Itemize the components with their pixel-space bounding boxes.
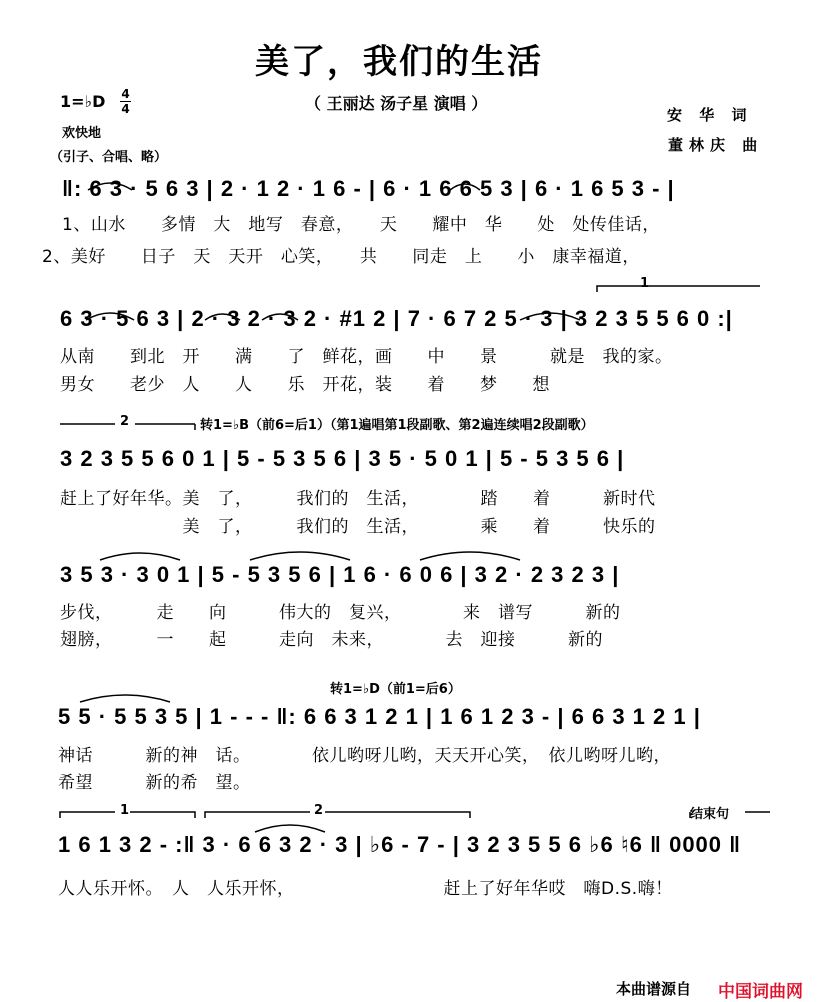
volta-1-label-end: 1 (120, 803, 130, 818)
time-sig-bottom: 4 (121, 102, 130, 116)
modulation-note-1: 转1=♭B（前6=后1）（第1遍唱第1段副歌、第2遍连续唱2段副歌） (200, 418, 594, 433)
intro-note: （引子、合唱、略） (50, 150, 168, 165)
lyric-line-5b: 希望 新的希 望。 (58, 773, 251, 793)
tempo-marking: 欢快地 (62, 126, 102, 141)
lyric-line-1b: 2、美好 日子 天 天开 心笑， 共 同走 上 小 康幸福道， (42, 247, 640, 267)
lyric-line-1a: 1、山水 多情 大 地写 春意， 天 耀中 华 处 处传佳话， (62, 215, 660, 235)
notation-line-2: 6 3 · 5 6 3 | 2 · 3 2 · 3 2 · #1 2 | 7 · 6 7 2 5 · 3 | 3 2 3 5 5 6 0 :| (60, 306, 733, 331)
coda-label: 结束句 (690, 807, 730, 822)
lyric-line-2b: 男女 老少 人 人 乐 开花，装 着 梦 想 (60, 375, 550, 395)
footer-site-link[interactable]: 中国词曲网 (718, 982, 803, 1002)
key-signature: 1=♭D (60, 92, 106, 111)
composer-credit: 董林庆 曲 (668, 136, 764, 154)
notation-line-4: 3 5 3 · 3 0 1 | 5 - 5 3 5 6 | 1 6 · 6 0 6 | 3 2 · 2 3 2 3 | (60, 562, 620, 587)
lyric-line-4b: 翅膀， 一 起 走向 未来， 去 迎接 新的 (60, 630, 603, 650)
song-title: 美了，我们的生活 (255, 42, 543, 82)
notation-line-6: 1 6 1 3 2 - :‖ 3 · 6 6 3 2 · 3 | ♭6 - 7 - | 3 2 3 5 5 6 ♭6 ♮6 ‖ 0000 ‖ (58, 832, 742, 857)
lyric-line-3a: 赶上了好年华。美 了， 我们的 生活， 踏 着 新时代 (60, 489, 656, 509)
time-sig-top: 4 (121, 87, 130, 101)
volta-1-label: 1 (640, 276, 650, 291)
volta-bracket-1 (597, 286, 760, 292)
notation-line-1: ‖: 6 3 · 5 6 3 | 2 · 1 2 · 1 6 - | 6 · 1 6 6 5 3 | 6 · 1 6 5 3 - | (62, 176, 675, 201)
lyric-line-5a: 神话 新的神 话。 依儿哟呀儿哟，天天开心笑， 依儿哟呀儿哟， (58, 746, 671, 766)
lyric-line-6a: 人人乐开怀。 人 人乐开怀， 赶上了好年华哎 嗨D.S.嗨！ (58, 879, 673, 899)
lyric-line-4a: 步伐， 走 向 伟大的 复兴， 来 谱写 新的 (60, 603, 621, 623)
performer-subtitle: （ 王丽达 汤子星 演唱 ） (305, 94, 488, 113)
volta-2-label: 2 (120, 414, 130, 429)
footer-source-text: 本曲谱源自 (616, 980, 692, 998)
notation-line-5: 5 5 · 5 5 3 5 | 1 - - - ‖: 6 6 3 1 2 1 | 1 6 1 2 3 - | 6 6 3 1 2 1 | (58, 704, 701, 729)
lyricist-credit: 安 华 词 (667, 106, 753, 124)
lyric-line-3b: 美 了， 我们的 生活， 乘 着 快乐的 (60, 517, 656, 537)
volta-2-label-end: 2 (314, 803, 324, 818)
lyric-line-2a: 从南 到北 开 满 了 鲜花，画 中 景 就是 我的家。 (60, 347, 673, 367)
notation-line-3: 3 2 3 5 5 6 0 1 | 5 - 5 3 5 6 | 3 5 · 5 0 1 | 5 - 5 3 5 6 | (60, 446, 625, 471)
modulation-note-2: 转1=♭D（前1=后6） (330, 682, 461, 697)
